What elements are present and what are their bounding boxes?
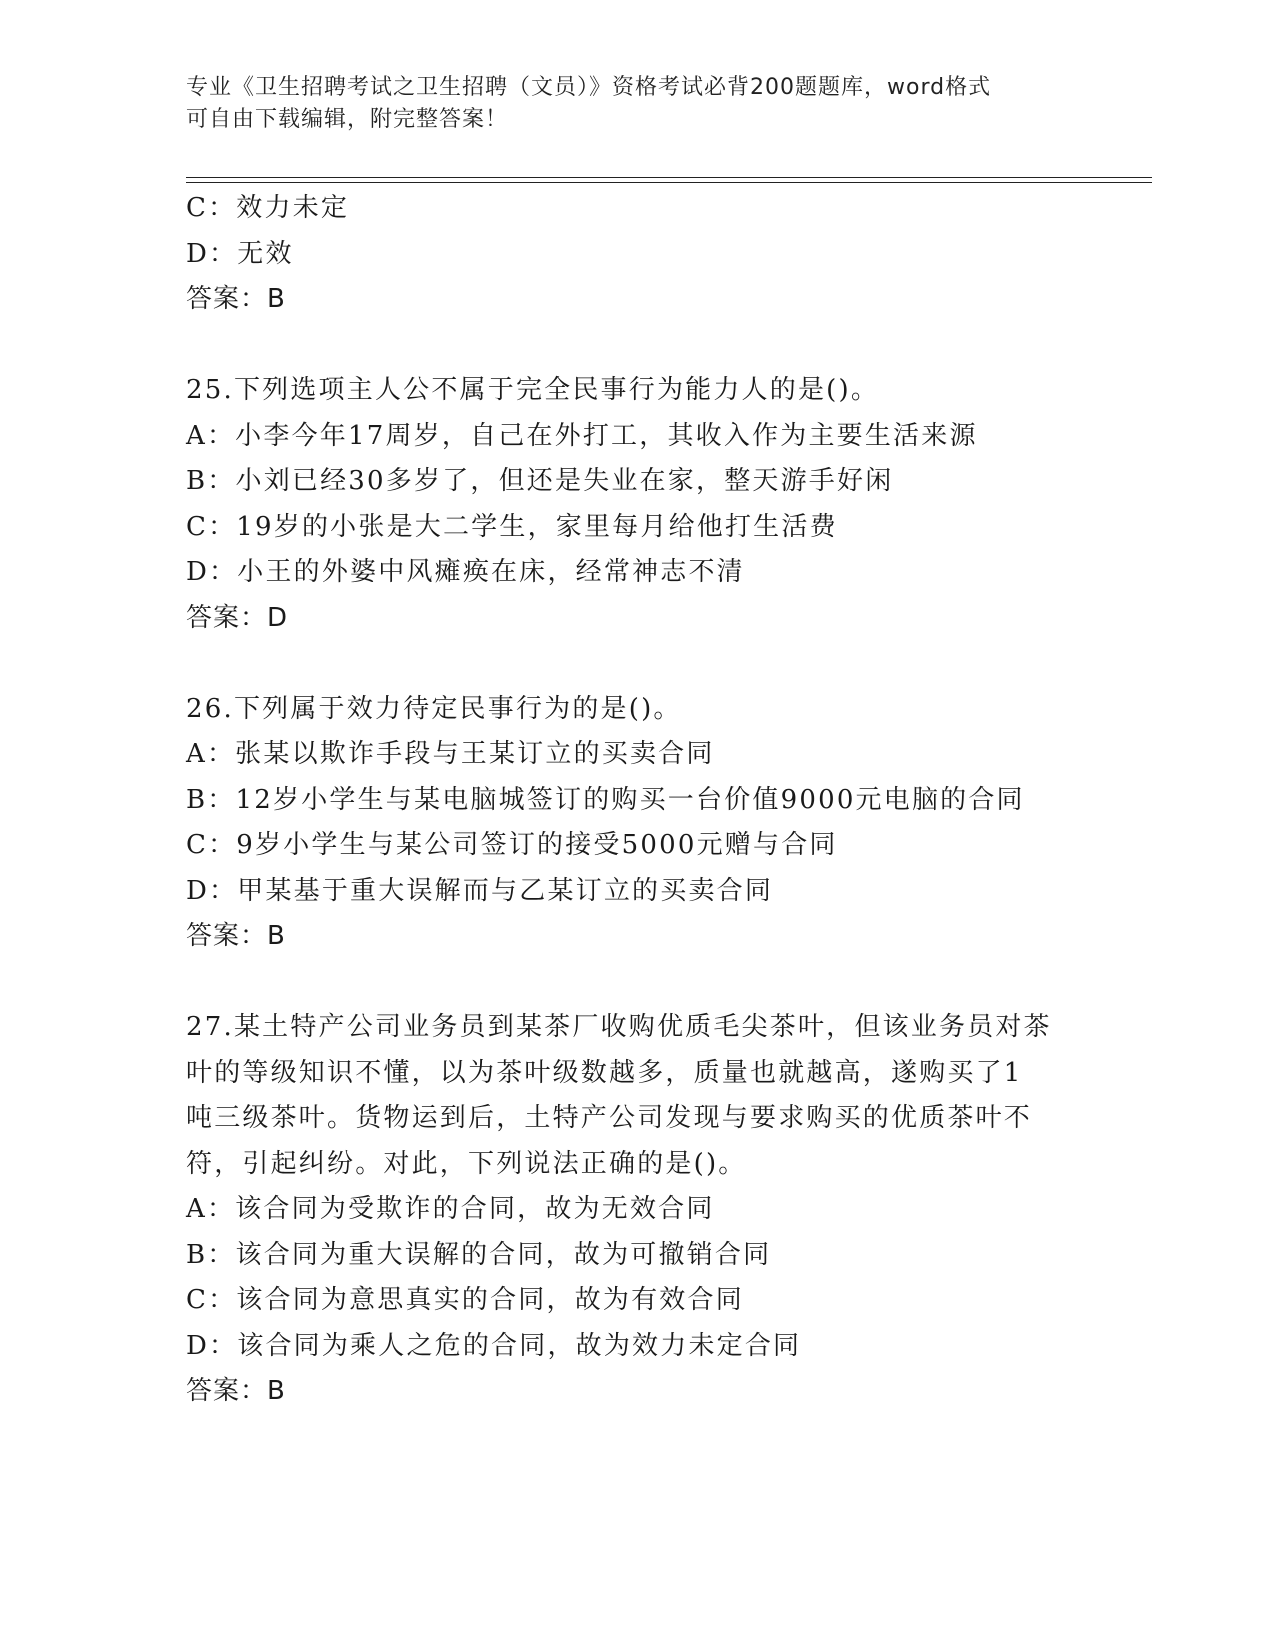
answer-line: 答案：B	[186, 1376, 286, 1406]
spacer	[186, 323, 1086, 369]
option-d: D：小王的外婆中风瘫痪在床，经常神志不清	[186, 557, 745, 587]
spacer	[186, 960, 1086, 1006]
answer-line: 答案：B	[186, 921, 286, 951]
header-line-2: 可自由下载编辑，附完整答案！	[186, 107, 509, 132]
option-c: C：该合同为意思真实的合同，故为有效合同	[186, 1285, 744, 1315]
option-a: A：该合同为受欺诈的合同，故为无效合同	[186, 1194, 715, 1224]
question-stem-line-3: 吨三级茶叶。货物运到后，土特产公司发现与要求购买的优质茶叶不	[186, 1103, 1033, 1133]
option-c: C：效力未定	[186, 193, 350, 223]
answer-line: 答案：D	[186, 602, 289, 633]
option-b: B：12岁小学生与某电脑城签订的购买一台价值9000元电脑的合同	[186, 784, 1025, 815]
header-divider-bottom	[186, 182, 1152, 183]
spacer	[186, 641, 1086, 687]
option-d: D：甲某基于重大误解而与乙某订立的买卖合同	[186, 875, 774, 906]
question-stem-line-4: 符，引起纠纷。对此，下列说法正确的是()。	[186, 1148, 747, 1179]
question-stem-line-2: 叶的等级知识不懂，以为茶叶级数越多，质量也就越高，遂购买了1	[186, 1057, 1023, 1088]
question-27	[186, 1005, 1086, 1415]
answer-line: 答案：B	[186, 284, 286, 314]
question-stem: 26.下列属于效力待定民事行为的是()。	[186, 693, 682, 724]
question-25	[186, 368, 1086, 641]
header-line-1: 专业《卫生招聘考试之卫生招聘（文员）》资格考试必背200题题库，word格式	[186, 75, 992, 100]
question-26	[186, 687, 1086, 960]
page-header	[186, 72, 1066, 136]
option-d: D：无效	[186, 238, 294, 269]
option-c: C：9岁小学生与某公司签订的接受5000元赠与合同	[186, 830, 838, 860]
previous-question-tail	[186, 186, 1086, 323]
option-a: A：张某以欺诈手段与王某订立的买卖合同	[186, 739, 715, 769]
question-stem: 25.下列选项主人公不属于完全民事行为能力人的是()。	[186, 375, 880, 405]
option-d: D：该合同为乘人之危的合同，故为效力未定合同	[186, 1330, 802, 1361]
option-c: C：19岁的小张是大二学生，家里每月给他打生活费	[186, 511, 838, 542]
question-stem-line-1: 27.某土特产公司业务员到某茶厂收购优质毛尖茶叶，但该业务员对茶	[186, 1012, 1052, 1042]
option-b: B：小刘已经30多岁了，但还是失业在家，整天游手好闲	[186, 466, 894, 496]
header-divider-top	[186, 177, 1152, 178]
document-body	[186, 186, 1086, 1415]
option-a: A：小李今年17周岁，自己在外打工，其收入作为主要生活来源	[186, 420, 978, 451]
option-b: B：该合同为重大误解的合同，故为可撤销合同	[186, 1239, 772, 1270]
